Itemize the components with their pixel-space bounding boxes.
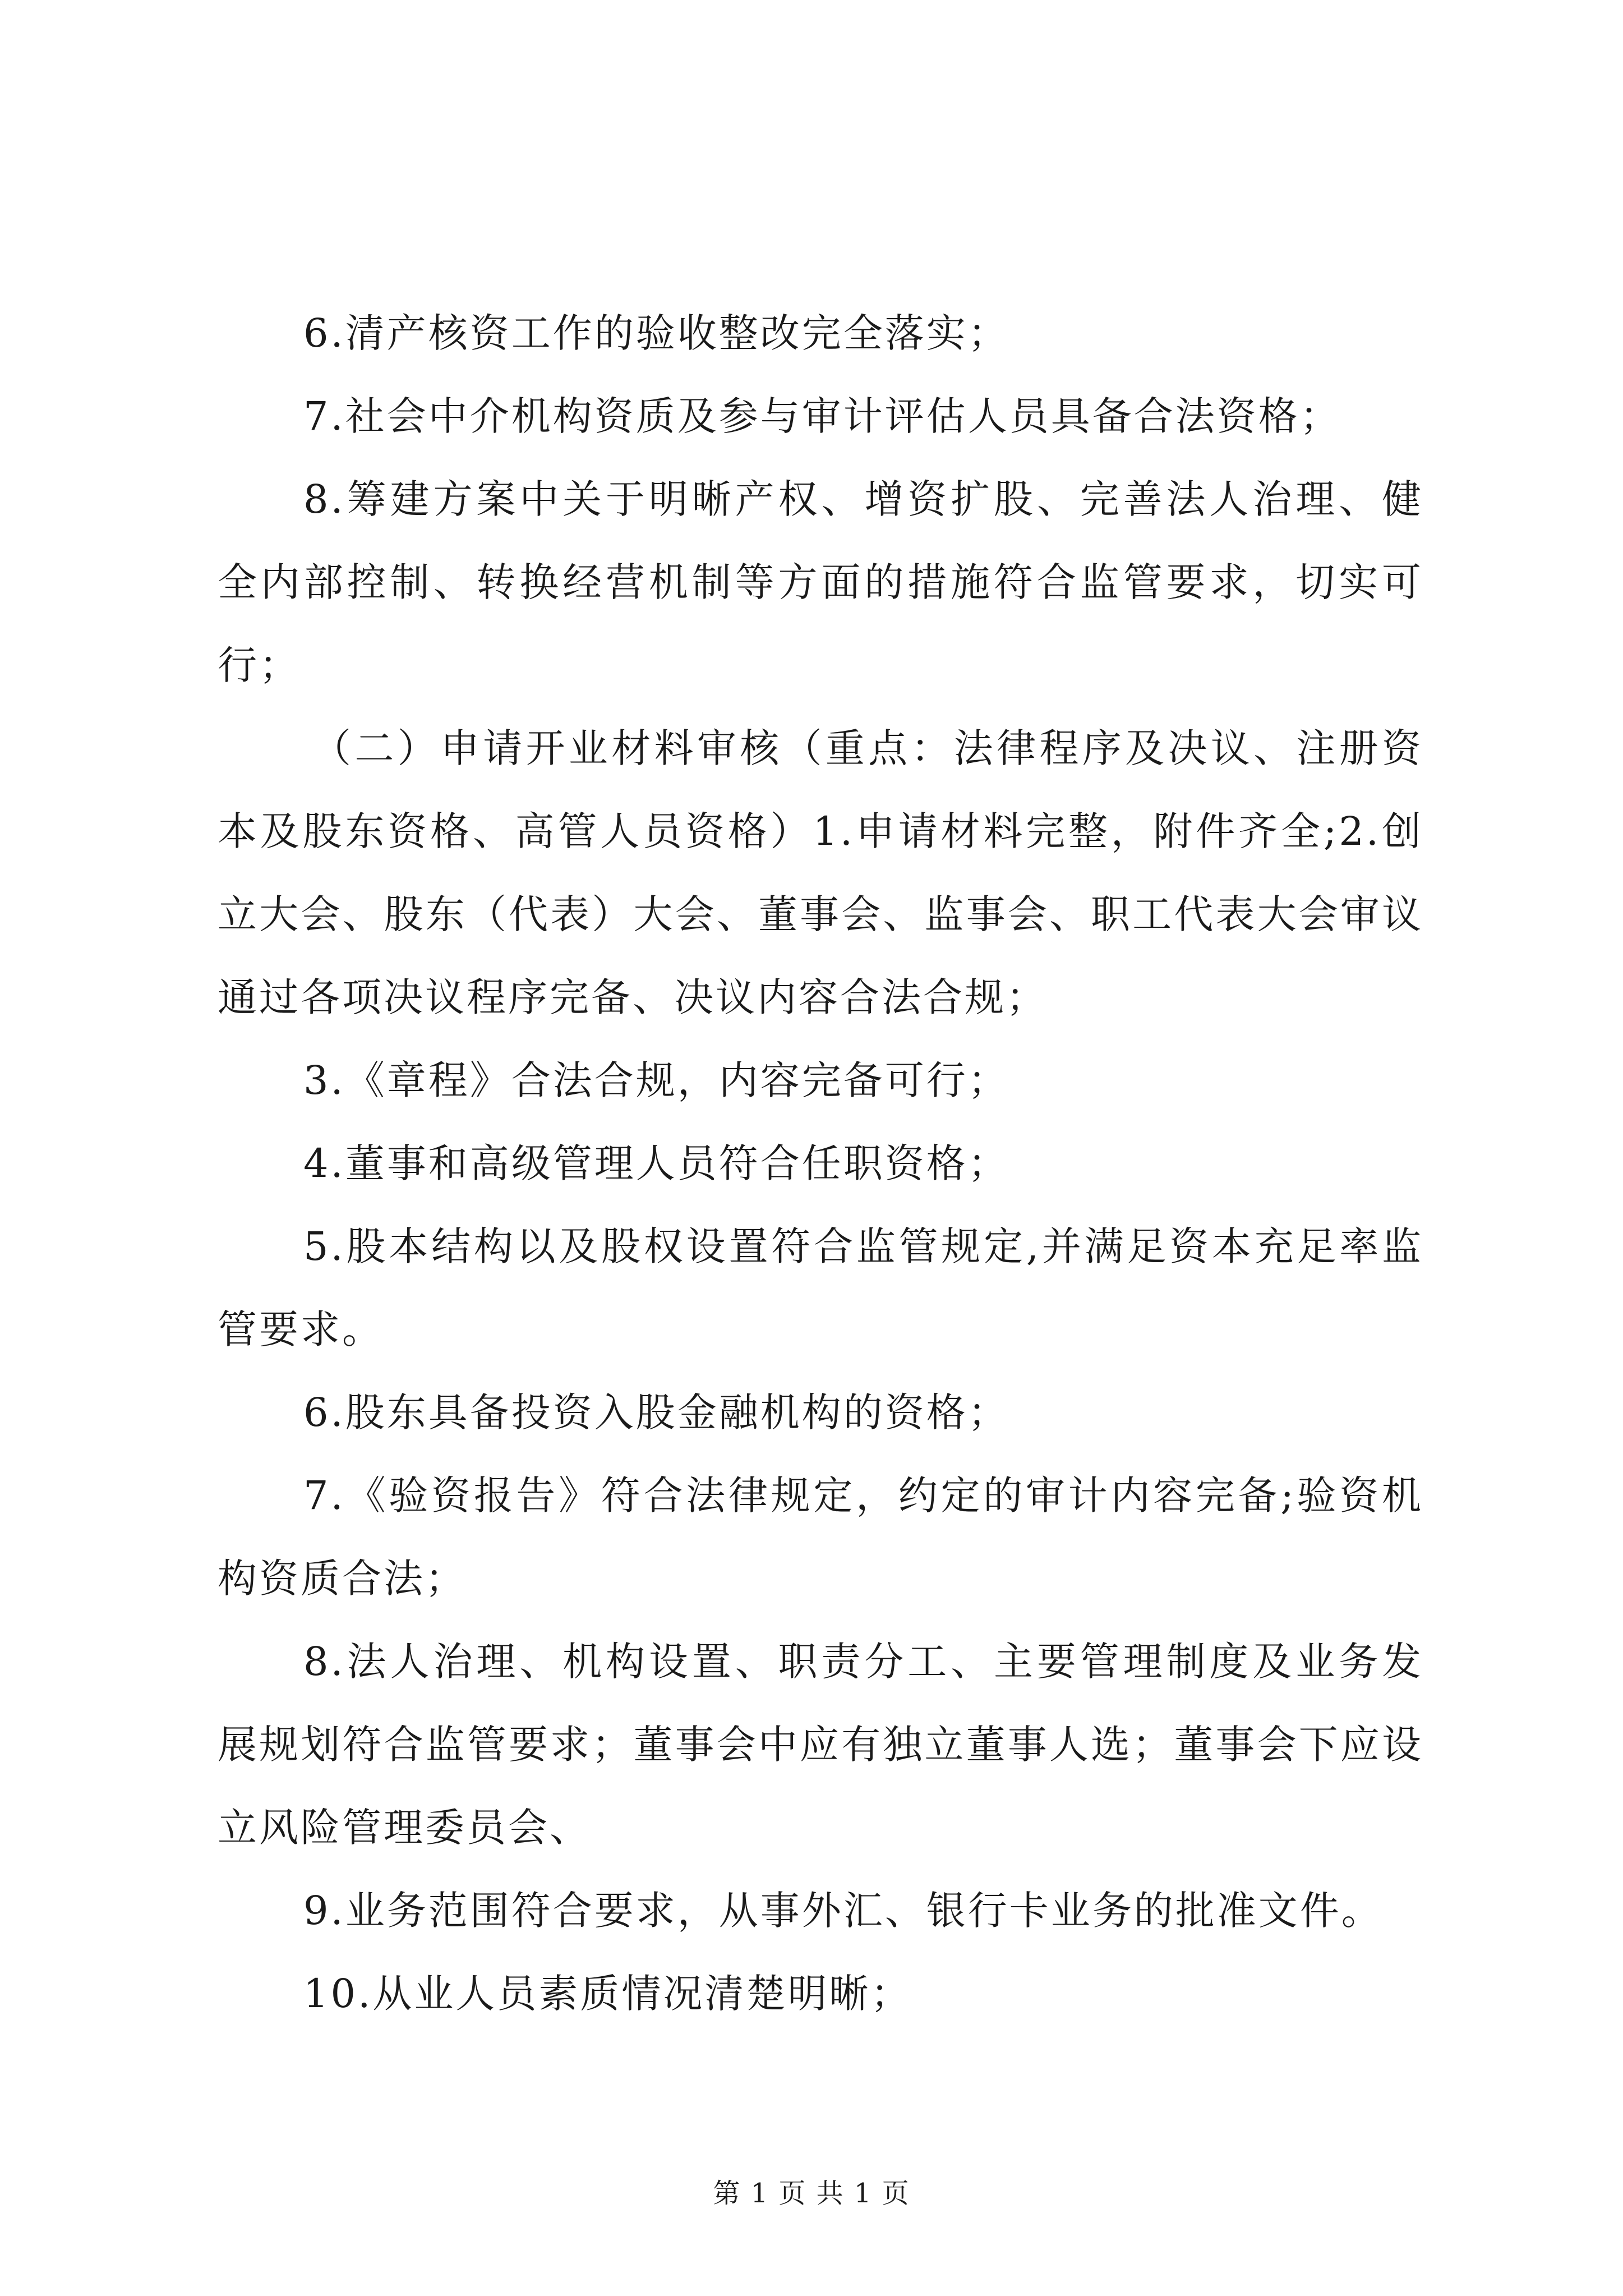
document-body xyxy=(218,292,1423,2035)
paragraph-item-8b: 8.法人治理、机构设置、职责分工、主要管理制度及业务发展规划符合监管要求；董事会中应有独立董事人选；董事会下应设立风险管理委员会、 xyxy=(218,1639,1423,1851)
paragraph-item-10: 10.从业人员素质情况清楚明晰； xyxy=(303,1971,912,2017)
paragraph-item-7: 7.社会中介机构资质及参与审计评估人员具备合法资格； xyxy=(303,393,1341,439)
paragraph-item-9: 9.业务范围符合要求，从事外汇、银行卡业务的批准文件。 xyxy=(303,1888,1383,1934)
paragraph-item-7b: 7.《验资报告》符合法律规定，约定的审计内容完备;验资机构资质合法； xyxy=(218,1473,1423,1602)
paragraph-item-3: 3.《章程》合法合规，内容完备可行； xyxy=(303,1057,1009,1103)
paragraph-item-4: 4.董事和高级管理人员符合任职资格； xyxy=(303,1140,1009,1186)
paragraph-section-2: （二）申请开业材料审核（重点：法律程序及决议、注册资本及股东资格、高管人员资格）1.申请材料完整，附件齐全;2.创立大会、股东（代表）大会、董事会、监事会、职工代表大会审议通过各项决议程序完备、决议内容合法合规； xyxy=(218,725,1423,1020)
paragraph-item-6: 6.清产核资工作的验收整改完全落实； xyxy=(303,310,1009,356)
paragraph-item-8: 8.筹建方案中关于明晰产权、增资扩股、完善法人治理、健全内部控制、转换经营机制等方面的措施符合监管要求，切实可行； xyxy=(218,476,1423,688)
paragraph-item-6b: 6.股东具备投资入股金融机构的资格； xyxy=(303,1389,1009,1435)
page-footer: 第 1 页 共 1 页 xyxy=(713,2178,910,2209)
paragraph-item-5: 5.股本结构以及股权设置符合监管规定,并满足资本充足率监管要求。 xyxy=(218,1223,1423,1352)
